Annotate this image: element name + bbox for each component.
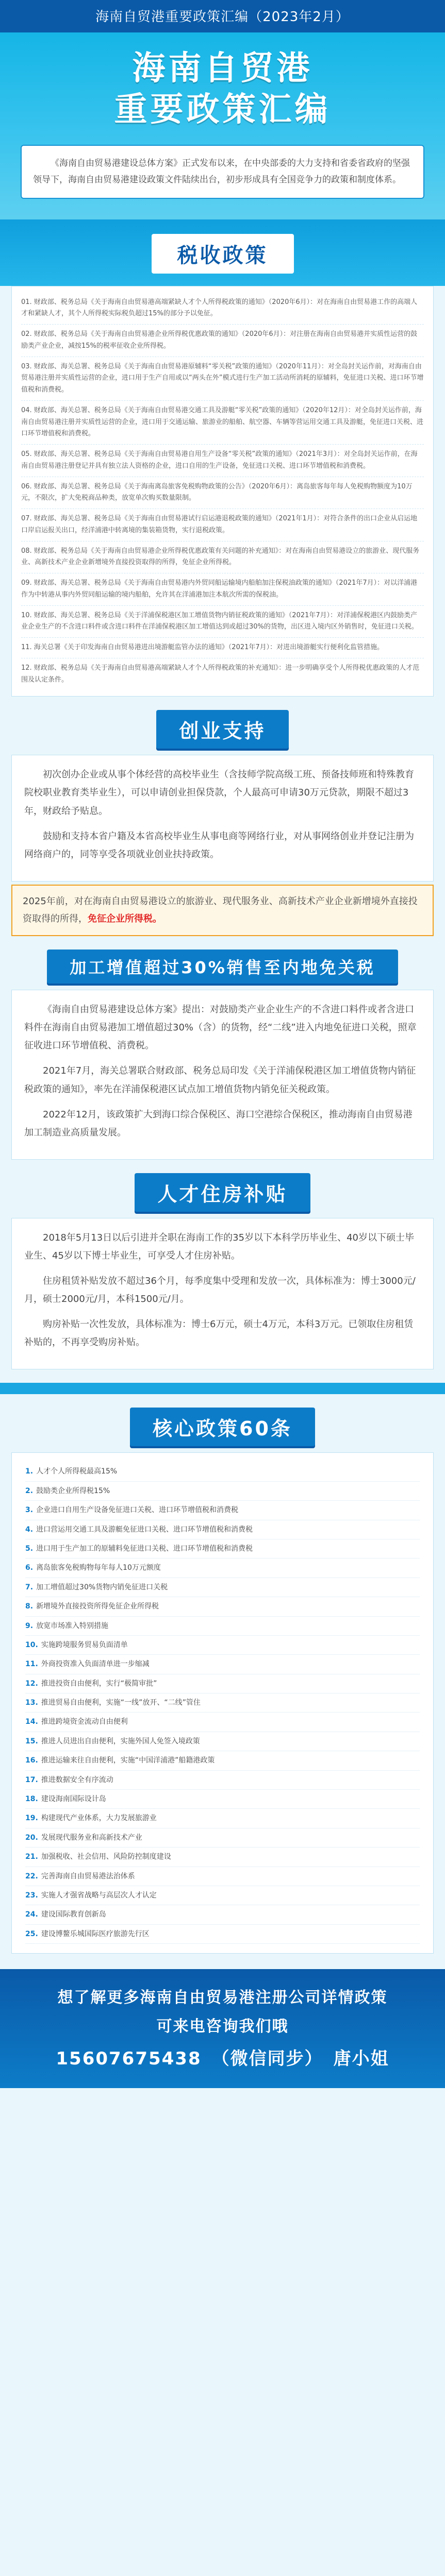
- core-policy-item: [25, 1905, 420, 1924]
- core-policy-item: [25, 1867, 420, 1886]
- tax-policy-item: 08. 财政部、税务总局《关于海南自由贸易港企业所得税优惠政策有关问题的补充通知》：对在海南自由贸易港设立的旅游业、现代服务业、高新技术产业企业新增境外直接投资取得的所得，免征企业所得税。: [21, 541, 424, 574]
- footer-contact: [0, 1969, 445, 2088]
- tax-section-title: 税收政策: [152, 234, 294, 274]
- core-section-header: [0, 1394, 445, 1452]
- talent-content: [11, 1218, 434, 1370]
- talent-section-header: [0, 1160, 445, 1218]
- tax-policy-list: [11, 286, 434, 697]
- duty-free-paragraph-3: 2022年12月，该政策扩大到海口综合保税区、海口空港综合保税区，推动海南自由贸易港加工制造业高质量发展。: [24, 1109, 413, 1138]
- contact-info: [5, 2044, 440, 2070]
- core-policy-item: [25, 1693, 420, 1713]
- core-policy-list: [11, 1452, 434, 1954]
- intro-text: 《海南自由贸易港建设总体方案》正式发布以来，在中央部委的大力支持和省委省政府的坚强领导下，海南自由贸易港建设政策文件陆续出台，初步形成具有全国竞争力的政策和制度体系。: [21, 145, 424, 199]
- core-policy-number: 15.: [25, 1737, 38, 1745]
- core-policy-item: [25, 1713, 420, 1732]
- talent-section-title: 人才住房补贴: [135, 1173, 310, 1212]
- top-banner: 海南自贸港重要政策汇编（2023年2月）: [0, 0, 445, 32]
- startup-highlight: [11, 885, 434, 936]
- highlight-red-text: 免征企业所得税。: [88, 913, 162, 924]
- footer-line-1: 想了解更多海南自由贸易港注册公司详情政策: [57, 1989, 388, 2007]
- core-policy-text: 完善海南自由贸易港法治体系: [41, 1872, 135, 1880]
- duty-free-content: [11, 990, 434, 1160]
- core-policy-item: [25, 1790, 420, 1809]
- talent-paragraph-2: 住房租赁补贴发放不超过36个月，每季度集中受理和发放一次，具体标准为：博士3000元/月，硕士2000元/月，本科1500元/月。: [24, 1276, 416, 1305]
- core-policy-number: 10.: [25, 1640, 38, 1649]
- core-policy-text: 企业进口自用生产设备免征进口关税、进口环节增值税和消费税: [36, 1506, 239, 1515]
- core-policy-number: 21.: [25, 1853, 38, 1861]
- core-policy-number: 24.: [25, 1910, 38, 1919]
- core-policy-text: 构建现代产业体系，大力发展旅游业: [41, 1814, 157, 1823]
- core-policy-item: [25, 1501, 420, 1520]
- core-policy-item: [25, 1925, 420, 1944]
- core-policy-number: 25.: [25, 1929, 38, 1938]
- tax-policy-item: 04. 财政部、海关总署、税务总局《关于海南自由贸易港交通工具及游艇“零关税”政策的通知》（2020年12月）：对全岛封关运作前，海南自由贸易港注册并实质性运营的企业，进口用于交通运输、旅游业的船舶、航空器、车辆等营运用交通工具及游艇，免征进口关税、进口环节增值税和消费税。: [21, 401, 424, 445]
- core-policy-number: 18.: [25, 1795, 38, 1804]
- core-policy-item: [25, 1674, 420, 1693]
- core-policy-item: [25, 1558, 420, 1578]
- hero-title-line-2: 重要政策汇编: [114, 91, 331, 129]
- core-policy-item: [25, 1771, 420, 1790]
- tax-policy-item: 03. 财政部、海关总署、税务总局《关于海南自由贸易港原辅料“零关税”政策的通知》（2020年11月）：对全岛封关运作前，对海南自由贸易港注册并实质性运营的企业，进口用于生产自用或以“两头在外”模式进行生产加工活动所消耗的原辅料，免征进口关税、进口环节增值税和消费税。: [21, 357, 424, 401]
- startup-section-header: [0, 697, 445, 755]
- core-policy-number: 1.: [25, 1467, 34, 1476]
- core-policy-item: [25, 1617, 420, 1636]
- core-policy-text: 推进贸易自由便利，实施“一线”放开、“二线”管住: [41, 1699, 201, 1707]
- hero-section: [0, 32, 445, 219]
- core-policy-item: [25, 1751, 420, 1770]
- core-policy-text: 推进数据安全有序流动: [41, 1775, 113, 1784]
- core-policy-item: [25, 1848, 420, 1867]
- hero-title-line-1: 海南自贸港: [132, 49, 313, 88]
- startup-content: [11, 755, 434, 881]
- divider-strip: [0, 1383, 445, 1394]
- tax-policy-item: 11. 海关总署《关于印发海南自由贸易港进出境游艇监管办法的通知》（2021年7月）：对进出境游艇实行便利化监管措施。: [21, 638, 424, 658]
- core-policy-number: 3.: [25, 1506, 34, 1515]
- duty-free-paragraph-2: 2021年7月，海关总署联合财政部、税务总局印发《关于洋浦保税港区加工增值货物内销征税政策的通知》，率先在洋浦保税港区试点加工增值货物内销免征关税政策。: [24, 1065, 416, 1095]
- talent-paragraph-1: 2018年5月13日以后引进并全职在海南工作的35岁以下本科学历毕业生、40岁以下硕士毕业生、45岁以下博士毕业生，可享受人才住房补贴。: [24, 1232, 414, 1261]
- core-policy-item: [25, 1578, 420, 1597]
- core-policy-number: 23.: [25, 1891, 38, 1900]
- core-policy-text: 建设海南国际设计岛: [41, 1795, 106, 1804]
- core-policy-text: 推进跨境资金流动自由便利: [41, 1718, 128, 1726]
- startup-paragraph-1: 初次创办企业或从事个体经营的高校毕业生（含技师学院高级工班、预备技师班和特殊教育院校职业教育类毕业生），可以申请创业担保贷款，个人最高可申请30万元贷款，期限不超过3年，财政给予贴息。: [24, 769, 414, 817]
- core-policy-item: [25, 1520, 420, 1539]
- core-policy-text: 外商投资准入负面清单进一步缩减: [41, 1660, 150, 1669]
- startup-paragraph-2: 鼓励和支持本省户籍及本省高校毕业生从事电商等网络行业，对从事网络创业并登记注册为网络商户的，同等享受各项就业创业扶持政策。: [24, 831, 414, 860]
- core-policy-item: [25, 1597, 420, 1616]
- core-policy-text: 建设博鳌乐城国际医疗旅游先行区: [41, 1929, 150, 1938]
- tax-policy-item: 07. 财政部、海关总署、税务总局《关于海南自由贸易港试行启运港退税政策的通知》（2021年1月）：对符合条件的出口企业从启运地口岸启运报关出口，经洋浦港中转离境的集装箱货物，实行退税政策。: [21, 509, 424, 541]
- core-policy-text: 实施跨境服务贸易负面清单: [41, 1640, 128, 1649]
- core-policy-number: 17.: [25, 1775, 38, 1784]
- core-policy-number: 13.: [25, 1699, 38, 1707]
- core-policy-text: 发展现代服务业和高新技术产业: [41, 1833, 142, 1842]
- core-policy-number: 14.: [25, 1718, 38, 1726]
- core-policy-text: 人才个人所得税最高15%: [36, 1467, 118, 1476]
- core-policy-text: 放宽市场准入特别措施: [36, 1621, 109, 1630]
- core-policy-text: 离岛旅客免税购物每年每人10万元额度: [36, 1564, 161, 1572]
- core-policy-number: 8.: [25, 1602, 34, 1611]
- core-policy-item: [25, 1462, 420, 1481]
- tax-policy-item: 09. 财政部、海关总署、税务总局《关于海南自由贸易港内外贸同船运输境内船舶加注保税油政策的通知》（2021年7月）：对以洋浦港作为中转港从事内外贸同船运输的境内船舶，允许其在洋浦港加注本航次所需的保税油。: [21, 573, 424, 606]
- footer-line-2: 可来电咨询我们哦: [156, 2018, 289, 2036]
- core-policy-text: 新增境外直接投资所得免征企业所得税: [36, 1602, 159, 1611]
- tax-section-header: [0, 219, 445, 286]
- core-policy-text: 进口营运用交通工具及游艇免征进口关税、进口环节增值税和消费税: [36, 1525, 253, 1534]
- core-policy-number: 2.: [25, 1486, 34, 1495]
- core-policy-number: 22.: [25, 1872, 38, 1880]
- highlight-text: 2025年前，对在海南自由贸易港设立的旅游业、现代服务业、高新技术产业企业新增境外直接投资取得的所得，: [23, 895, 418, 924]
- tax-policy-item: 01. 财政部、税务总局《关于海南自由贸易港高端紧缺人才个人所得税政策的通知》（2020年6月）：对在海南自由贸易港工作的高端人才和紧缺人才，其个人所得税实际税负超过15%的部分予以免征。: [21, 293, 424, 325]
- talent-paragraph-3: 购房补贴一次性发放，具体标准为：博士6万元，硕士4万元，本科3万元。已领取住房租赁补贴的，不再享受购房补贴。: [24, 1319, 414, 1348]
- duty-free-section-title: 加工增值超过30%销售至内地免关税: [47, 950, 398, 984]
- tax-policy-item: 12. 财政部、税务总局《关于海南自由贸易港高端紧缺人才个人所得税政策的补充通知》：进一步明确享受个人所得税优惠政策的人才范围及认定条件。: [21, 664, 420, 684]
- core-policy-number: 16.: [25, 1756, 38, 1765]
- core-policy-text: 鼓励类企业所得税15%: [36, 1486, 110, 1495]
- core-policy-item: [25, 1828, 420, 1848]
- core-policy-item: [25, 1482, 420, 1501]
- duty-free-section-header: [0, 936, 445, 990]
- core-policy-text: 推进人员进出自由便利，实施外国人免签入境政策: [41, 1737, 200, 1745]
- core-policy-item: [25, 1809, 420, 1828]
- core-policy-item: [25, 1732, 420, 1751]
- core-policy-number: 4.: [25, 1525, 34, 1534]
- core-section-title: 核心政策60条: [130, 1408, 315, 1446]
- startup-section-title: 创业支持: [156, 710, 288, 749]
- core-policy-number: 9.: [25, 1621, 34, 1630]
- core-policy-item: [25, 1539, 420, 1558]
- core-policy-number: 19.: [25, 1814, 38, 1823]
- tax-policy-item: 10. 财政部、海关总署、税务总局《关于洋浦保税港区加工增值货物内销征税政策的通知》（2021年7月）：对洋浦保税港区内鼓励类产业企业生产的不含进口料件或含进口料件在洋浦保税港区加工增值达到或超过30%的货物，出区进入境内区外销售时，免征进口关税。: [21, 606, 424, 638]
- core-policy-text: 推进运输来往自由便利，实施“中国洋浦港”船籍港政策: [41, 1756, 215, 1765]
- core-policy-number: 11.: [25, 1660, 38, 1669]
- core-policy-text: 加强税收、社会信用、风险防控制度建设: [41, 1853, 171, 1861]
- tax-policy-item: 02. 财政部、税务总局《关于海南自由贸易港企业所得税优惠政策的通知》（2020年6月）：对注册在海南自由贸易港并实质性运营的鼓励类产业企业，减按15%的税率征收企业所得税。: [21, 325, 424, 357]
- tax-policy-item: 06. 财政部、海关总署、税务总局《关于海南离岛旅客免税购物政策的公告》（2020年6月）：离岛旅客每年每人免税购物额度为10万元，不限次，扩大免税商品种类，放宽单次购买数量限制。: [21, 477, 424, 510]
- core-policy-number: 20.: [25, 1833, 38, 1842]
- core-policy-text: 加工增值超过30%货物内销免征进口关税: [36, 1583, 168, 1591]
- core-policy-number: 5.: [25, 1544, 34, 1553]
- core-policy-text: 建设国际教育创新岛: [41, 1910, 106, 1919]
- core-policy-text: 实施人才强省战略与高层次人才认定: [41, 1891, 157, 1900]
- core-policy-number: 6.: [25, 1564, 34, 1572]
- core-policy-item: [25, 1636, 420, 1655]
- core-policy-text: 推进投资自由便利，实行“极简审批”: [41, 1679, 157, 1688]
- core-policy-text: 进口用于生产加工的原辅料免征进口关税、进口环节增值税和消费税: [36, 1544, 253, 1553]
- contact-name: 唐小姐: [333, 2048, 389, 2070]
- phone-number[interactable]: 15607675438: [56, 2048, 202, 2070]
- core-policy-number: 7.: [25, 1583, 34, 1591]
- core-policy-number: 12.: [25, 1679, 38, 1688]
- tax-policy-item: 05. 财政部、海关总署、税务总局《关于海南自由贸易港自用生产设备“零关税”政策的通知》（2021年3月）：对全岛封关运作前，在海南自由贸易港注册登记并具有独立法人资格的企业，进口自用的生产设备，免征进口关税、进口环节增值税和消费税。: [21, 445, 424, 477]
- core-policy-item: [25, 1655, 420, 1674]
- core-policy-item: [25, 1886, 420, 1905]
- duty-free-paragraph-1: 《海南自由贸易港建设总体方案》提出：对鼓励类产业企业生产的不含进口料件或者含进口料件在海南自由贸易港加工增值超过30%（含）的货物，经“二线”进入内地免征进口关税，照章征收进口环节增值税、消费税。: [24, 1004, 417, 1052]
- wechat-note: （微信同步）: [211, 2048, 323, 2070]
